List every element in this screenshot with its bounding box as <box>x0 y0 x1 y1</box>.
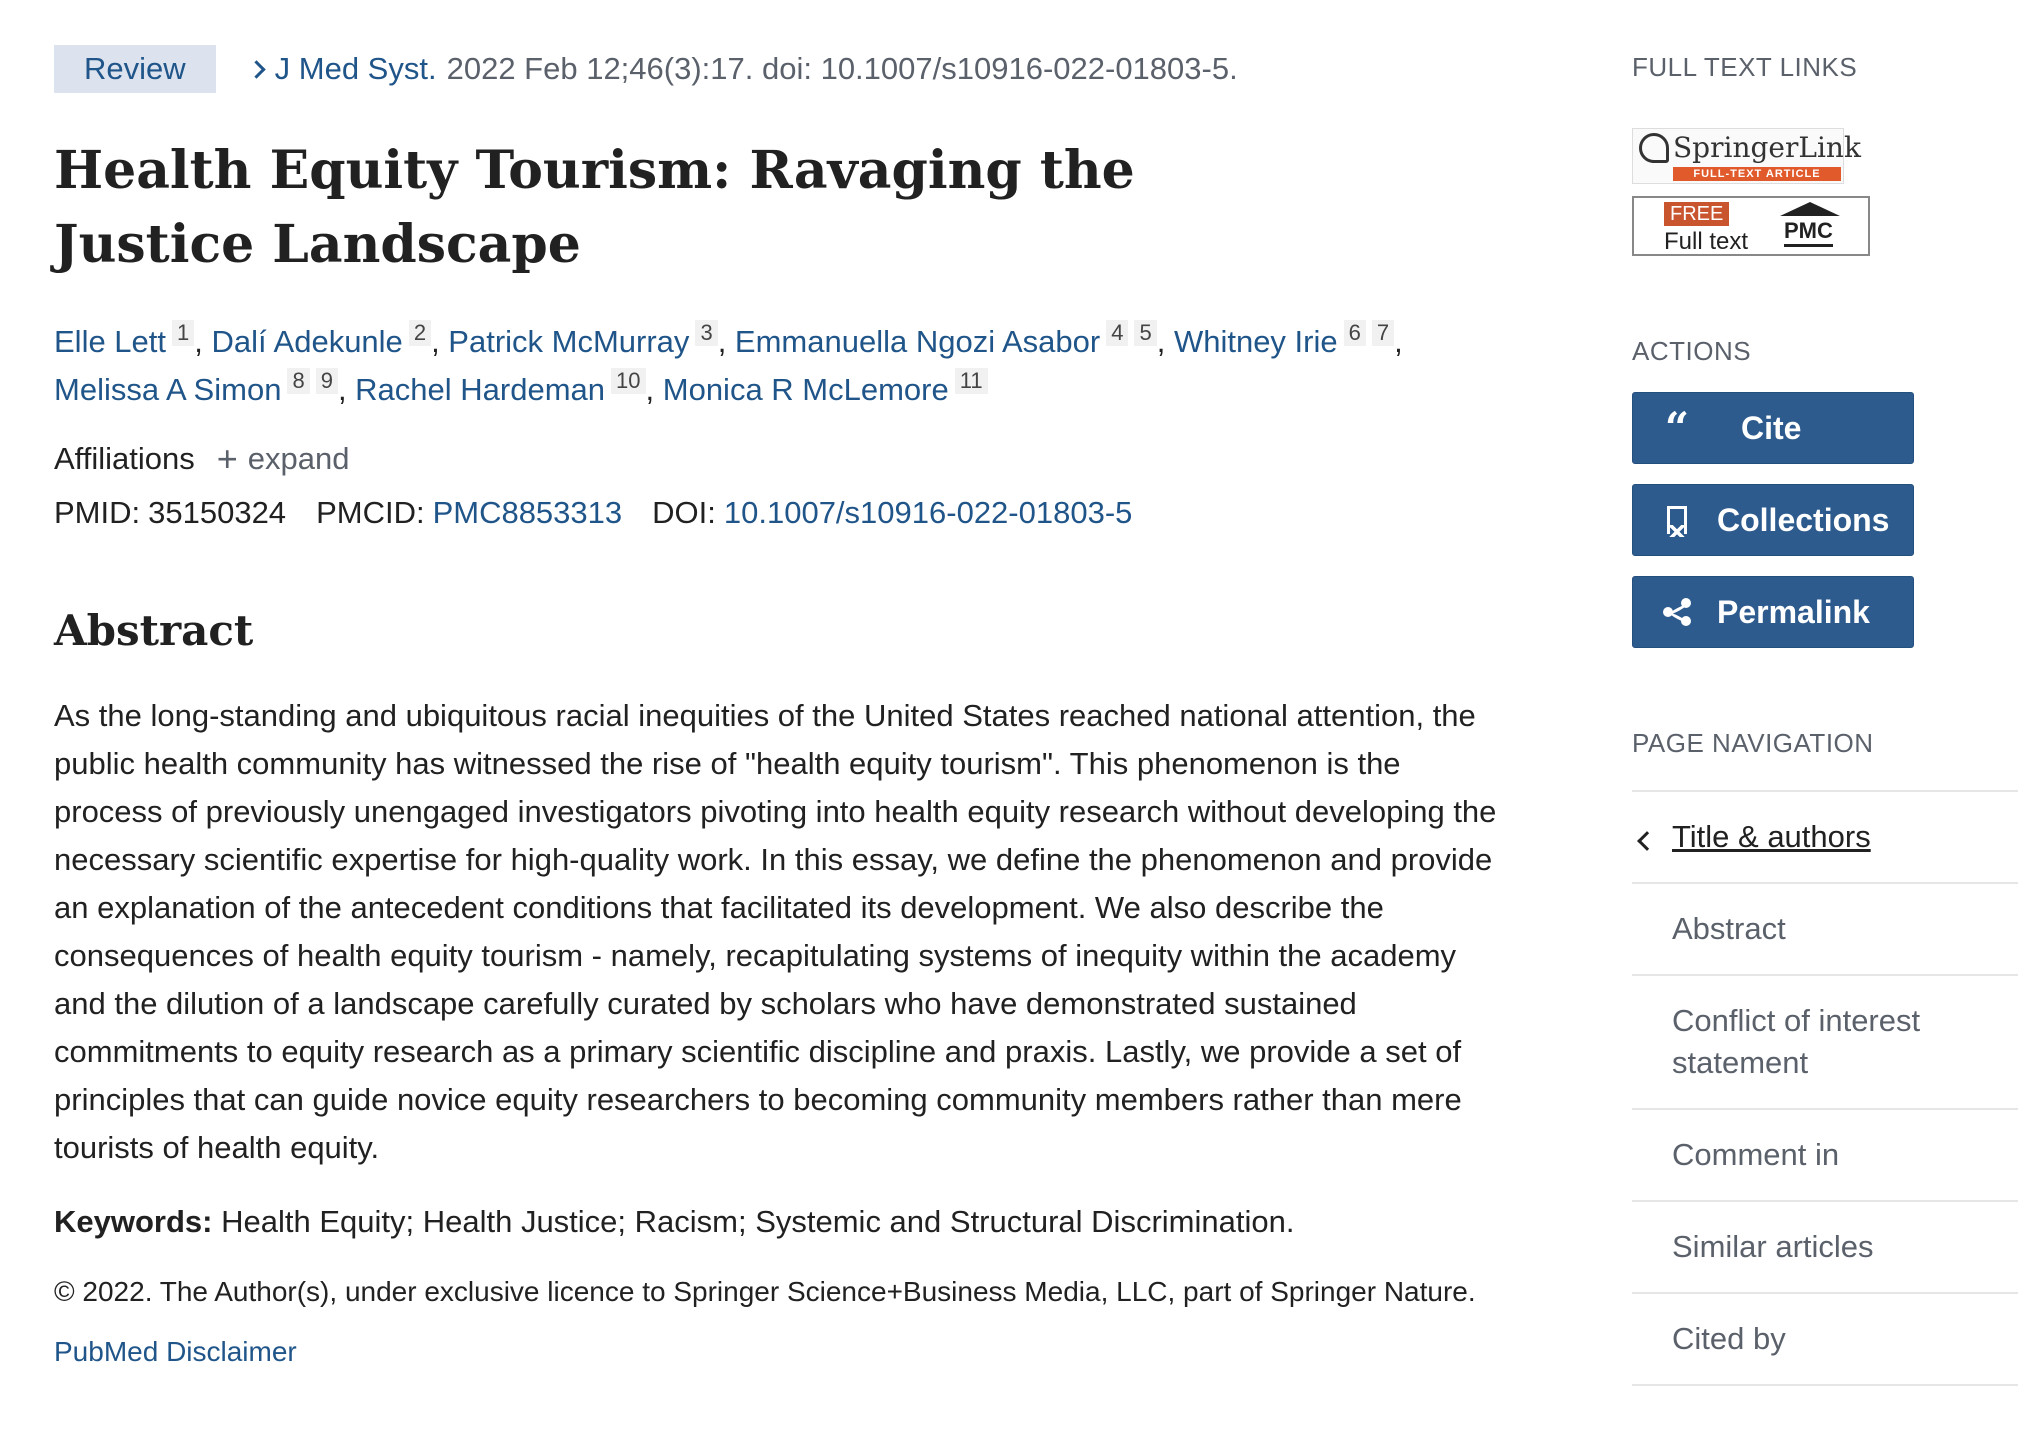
abstract-heading: Abstract <box>54 606 254 655</box>
nav-item-label: Cited by <box>1672 1321 1786 1356</box>
affiliation-number[interactable]: 6 <box>1344 320 1366 346</box>
plus-icon: + <box>216 438 238 479</box>
affiliation-number[interactable]: 1 <box>172 320 194 346</box>
page-navigation-heading: PAGE NAVIGATION <box>1632 728 1874 758</box>
page-navigation-list <box>1632 790 2018 1386</box>
nav-item-cited-by[interactable] <box>1632 1294 2018 1386</box>
nav-item-label: Similar articles <box>1672 1229 1874 1264</box>
author-link[interactable]: Dalí Adekunle <box>211 324 403 359</box>
springer-horse-icon <box>1639 133 1669 163</box>
springerlink-tag: FULL-TEXT ARTICLE <box>1673 167 1841 181</box>
nav-item-label: Conflict of interest statement <box>1672 1003 1921 1080</box>
author-link[interactable]: Elle Lett <box>54 324 167 359</box>
affiliation-number[interactable]: 7 <box>1372 320 1394 346</box>
pmc-free-full-text-button[interactable] <box>1632 196 1870 256</box>
affiliation-number[interactable]: 9 <box>316 368 338 394</box>
affiliation-number[interactable]: 11 <box>955 368 988 394</box>
journal-link[interactable]: J Med Syst. <box>274 51 437 86</box>
expand-affiliations-button[interactable] <box>217 438 350 480</box>
nav-item-comment-in[interactable] <box>1632 1110 2018 1202</box>
copyright-notice: © 2022. The Author(s), under exclusive licence to Springer Science+Business Media, LLC, part of Springer Nature. <box>54 1276 1476 1307</box>
sidebar <box>1632 52 2020 1386</box>
actions-heading: ACTIONS <box>1632 336 1752 366</box>
nav-item-conflict-of-interest[interactable] <box>1632 976 2018 1110</box>
pmc-building-icon <box>1780 202 1840 216</box>
citation-details: 2022 Feb 12;46(3):17. doi: 10.1007/s10916-022-01803-5. <box>446 51 1238 86</box>
cite-button[interactable] <box>1632 392 1914 464</box>
author-link[interactable]: Whitney Irie <box>1173 324 1338 359</box>
cite-label: Cite <box>1741 409 1802 446</box>
pmcid-label: PMCID: <box>316 495 425 530</box>
citation-line <box>54 44 1514 94</box>
abstract-text: As the long-standing and ubiquitous racial inequities of the United States reached national attention, the public health community has witnessed the rise of "health equity tourism". This phenomenon is the process of previously unengaged investigators pivoting into health equity research without developing the necessary scientific expertise for high-quality work. In this essay, we define the phenomenon and provide an explanation of the antecedent conditions that facilitated its development. We also describe the consequences of health equity tourism - namely, recapitulating systems of inequity within the academy and the dilution of a landscape carefully curated by scholars who have demonstrated sustained commitments to equity research as a primary scientific discipline and praxis. Lastly, we provide a set of principles that can guide novice equity researchers to becoming community members rather than mere tourists of health equity. <box>54 698 1497 1165</box>
nav-item-title-authors[interactable] <box>1632 792 2018 884</box>
pmid-value: 35150324 <box>148 495 287 530</box>
nav-item-similar-articles[interactable] <box>1632 1202 2018 1294</box>
chevron-right-icon <box>247 60 265 78</box>
article-title: Health Equity Tourism: Ravaging the Justice Landscape <box>54 140 1135 275</box>
chevron-left-icon <box>1637 831 1657 851</box>
collections-label: Collections <box>1717 501 1890 538</box>
author-link[interactable]: Patrick McMurray <box>448 324 690 359</box>
affiliation-number[interactable]: 4 <box>1106 320 1128 346</box>
affiliation-number[interactable]: 10 <box>611 368 645 394</box>
author-link[interactable]: Rachel Hardeman <box>355 372 606 407</box>
affiliation-number[interactable]: 3 <box>695 320 717 346</box>
identifiers-row <box>54 490 1514 536</box>
nav-item-label: Comment in <box>1672 1137 1840 1172</box>
author-link[interactable]: Monica R McLemore <box>662 372 949 407</box>
quote-icon: “ <box>1664 403 1690 452</box>
doi-link[interactable]: 10.1007/s10916-022-01803-5 <box>723 495 1133 530</box>
full-text-links-heading: FULL TEXT LINKS <box>1632 52 1858 82</box>
doi-label: DOI: <box>652 495 716 530</box>
share-icon <box>1657 598 1697 626</box>
pmid-label: PMID: <box>54 495 141 530</box>
collections-button[interactable] <box>1632 484 1914 556</box>
affiliation-number[interactable]: 5 <box>1134 320 1156 346</box>
article-main <box>54 44 1514 1368</box>
keywords <box>54 1198 1514 1246</box>
affiliations-row <box>54 436 1514 482</box>
review-badge: Review <box>54 45 216 93</box>
author-list: Elle Lett 1 , Dalí Adekunle 2 , Patrick McMurray 3 , Emmanuella Ngozi Asabor 4 5 , Whitney Irie 6 7 , Melissa A Simon 8 9 , Rachel Hardeman 10 , Monica R McLemore 11 <box>54 320 1403 407</box>
author-link[interactable]: Melissa A Simon <box>54 372 282 407</box>
free-badge: FREE <box>1664 202 1729 226</box>
nav-item-abstract[interactable] <box>1632 884 2018 976</box>
bookmark-icon <box>1657 506 1697 534</box>
keywords-label: Keywords: <box>54 1204 213 1239</box>
permalink-label: Permalink <box>1717 593 1870 630</box>
affiliation-number[interactable]: 2 <box>409 320 431 346</box>
pmc-logo-text: PMC <box>1784 218 1833 247</box>
springerlink-logo-text: SpringerLink <box>1673 131 1861 164</box>
pmcid-link[interactable]: PMC8853313 <box>432 495 623 530</box>
nav-item-label: Abstract <box>1672 911 1786 946</box>
full-text-label: Full text <box>1664 228 1749 255</box>
permalink-button[interactable] <box>1632 576 1914 648</box>
author-link[interactable]: Emmanuella Ngozi Asabor <box>734 324 1101 359</box>
pubmed-disclaimer-link[interactable]: PubMed Disclaimer <box>54 1336 297 1367</box>
keywords-value: Health Equity; Health Justice; Racism; Systemic and Structural Discrimination. <box>221 1204 1295 1239</box>
affiliation-number[interactable]: 8 <box>287 368 309 394</box>
expand-label: expand <box>247 441 350 476</box>
affiliations-label: Affiliations <box>54 441 195 476</box>
nav-item-label: Title & authors <box>1672 819 1871 854</box>
springerlink-button[interactable] <box>1632 128 1861 184</box>
